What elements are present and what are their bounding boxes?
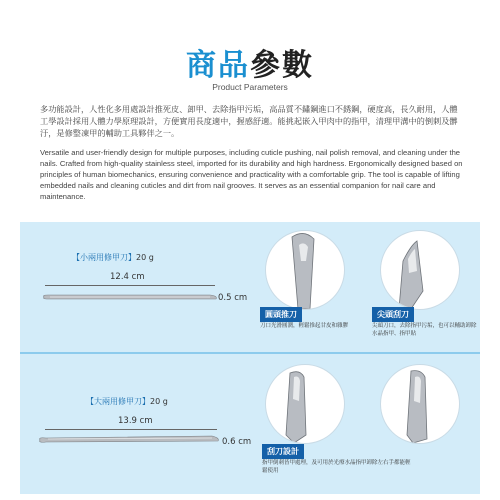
small-tool-image bbox=[40, 290, 220, 304]
large-tool-name: 【大兩用修甲刀】 bbox=[86, 397, 150, 406]
large-tool-length: 13.9 cm bbox=[118, 416, 153, 426]
small-tool-label bbox=[72, 252, 154, 263]
round-pusher-closeup bbox=[265, 230, 345, 310]
small-tool-length-line bbox=[45, 285, 215, 286]
scraper-closeup-2 bbox=[380, 364, 460, 444]
title-part-a: 商品 bbox=[186, 48, 250, 83]
small-tool-weight: 20 g bbox=[136, 253, 154, 262]
scraper-image-2 bbox=[381, 365, 459, 443]
small-tool-name: 【小兩用修甲刀】 bbox=[72, 253, 136, 262]
small-tool-length: 12.4 cm bbox=[110, 272, 145, 282]
page-title bbox=[0, 40, 500, 84]
large-tool-image bbox=[36, 432, 222, 446]
pointed-scraper-note: 尖頭刀口，去除指甲污垢，也可以輔助卸除水晶指甲、指甲貼 bbox=[372, 323, 477, 337]
large-tool-width: 0.6 cm bbox=[222, 437, 252, 447]
large-tool-length-line bbox=[45, 429, 217, 430]
description-en: Versatile and user-friendly design for multiple purposes, including cuticle pushing, nail polish removal, and cleaning under the nails. Crafted from high-quality stainless steel, imported for its durability and high hardness. Ergonomically designed based on principles of human biomechanics, ensuring convenience and practicality with a comfortable grip. The tool is capable of lifting embedded nails and cleaning cuticles and dirt from nail grooves. It serves as an essential companion for nail care and maintenance. bbox=[40, 148, 463, 201]
title-part-b: 參數 bbox=[250, 48, 314, 83]
small-tool-width: 0.5 cm bbox=[218, 293, 248, 303]
scraper-design-note: 指甲倒刺皆甲處理，及可用於光療水晶指甲卸除左右手都能輕鬆使用 bbox=[262, 460, 411, 474]
scraper-image-1 bbox=[266, 365, 344, 443]
page-subtitle: Product Parameters bbox=[212, 82, 288, 92]
description-zh: 多功能設計，人性化多用處設計推死皮、卸甲、去除指甲污垢，高品質不鏽鋼進口不銹鋼，硬度高，長久耐用，人體工學設計採用人體力學原理設計，方便實用長度適中，握感舒適。能挑起嵌入甲肉中的指甲，清理甲溝中的倒刺及髒汙，是修整凍甲的輔助工具夥伴之一。 bbox=[40, 104, 458, 138]
pointed-scraper-badge: 尖頭刮刀 bbox=[372, 307, 414, 322]
round-pusher-badge: 圓頭推刀 bbox=[260, 307, 302, 322]
scraper-closeup-1 bbox=[265, 364, 345, 444]
scraper-design-badge: 刮刀設計 bbox=[262, 444, 304, 459]
large-tool-weight: 20 g bbox=[150, 397, 168, 406]
large-tool-label bbox=[86, 396, 168, 407]
round-pusher-note: 刀口光滑圓潤，輕鬆推起甘皮和雜膠 bbox=[260, 323, 349, 329]
pointed-scraper-image bbox=[381, 231, 459, 309]
pointed-scraper-closeup bbox=[380, 230, 460, 310]
round-pusher-image bbox=[266, 231, 344, 309]
